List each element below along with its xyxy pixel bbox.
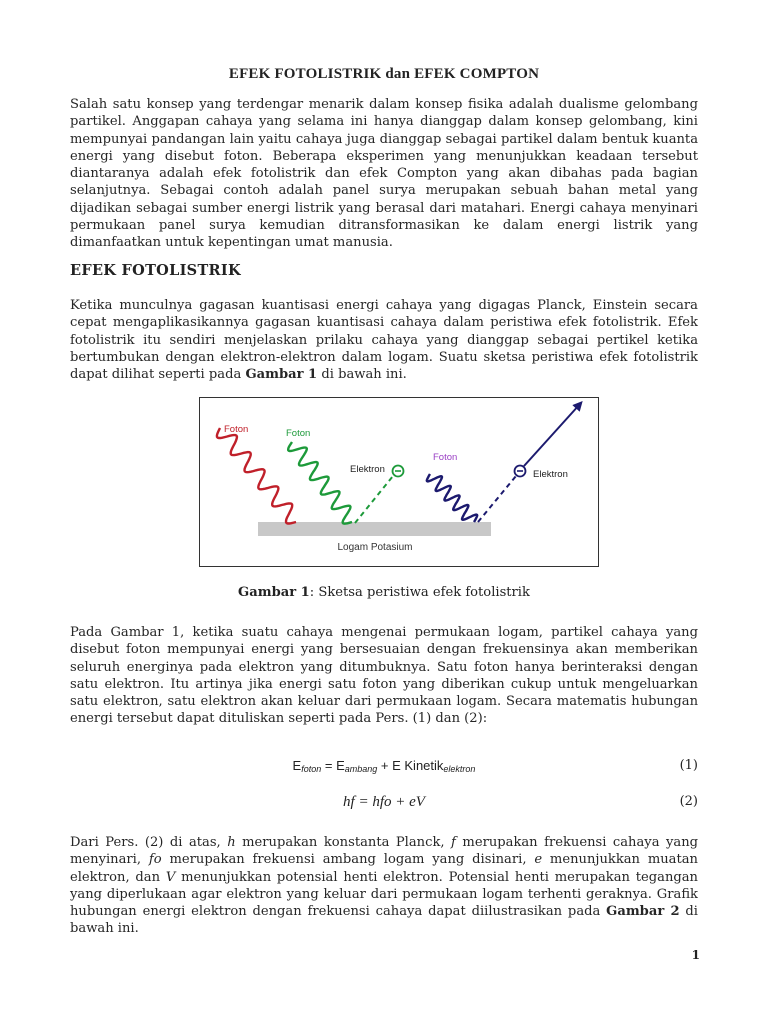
- variables-paragraph: Dari Pers. (2) di atas, h merupakan konstanta Planck, f merupakan frekuensi cahaya yang menyinari, fo merupakan frekuensi ambang logam yang disinari, e menunjukkan muatan elektron, dan V menunjukkan potensial henti elektron. Potensial henti merupakan tegangan yang diperlukaan agar elektron yang keluar dari permukaan logam terhenti geraknya. Grafik hubungan energi elektron dengan frekuensi cahaya dapat diilustrasikan pada Gambar 2 di bawah ini.: [70, 835, 699, 937]
- explanation-paragraph: Pada Gambar 1, ketika suatu cahaya mengenai permukaan logam, partikel cahaya yang disebut foton mempunyai energi yang bersesuaian dengan frekuensinya akan memberikan seluruh energinya pada elektron yang ditumbuknya. Satu foton hanya berinteraksi dengan satu elektron. Itu artinya jika energi satu foton yang diberikan cukup untuk mengeluarkan satu elektron, satu elektron akan keluar dari permukaan logam. Secara matematis hubungan energi tersebut dapat dituliskan seperti pada Pers. (1) dan (2):: [70, 625, 698, 727]
- caption-text: : Sketsa peristiwa efek fotolistrik: [309, 585, 530, 600]
- equation-1-expression: $E_{foton} = E_{ambang} + E$ Kinetik$_{elektron}$: [292, 758, 476, 774]
- paragraph-text-end: di bawah ini.: [321, 367, 407, 383]
- caption-label: Gambar 1: [238, 585, 310, 600]
- green-electron-path: [355, 476, 393, 523]
- elektron-label-1: Elektron: [350, 464, 385, 475]
- figure-caption: [70, 585, 698, 600]
- document-title: EFEK FOTOLISTRIK dan EFEK COMPTON: [228, 66, 540, 82]
- red-photon-wave: [217, 428, 296, 524]
- intro-paragraph: Salah satu konsep yang terdengar menarik dalam konsep fisika adalah dualisme gelombang partikel. Anggapan cahaya yang selama ini hanya dianggap dalam konsep gelombang, kini mempunyai pandangan lain yaitu cahaya juga dianggap sebagai partikel dalam bentuk kuanta energi yang disebut foton. Beberapa eksperimen yang menunjukkan keadaan tersebut diantaranya adalah efek fotolistrik dan efek Compton yang akan dibahas pada bagian selanjutnya. Sebagai contoh adalah panel surya merupakan sebuah bahan metal yang dijadikan sebagai sumber energi listrik yang berasal dari matahari. Energi cahaya menyinari permukaan panel surya kemudian ditransformasikan ke dalam energi listrik yang dimanfaatkan untuk kepentingan umat manusia.: [70, 97, 698, 251]
- electron-navy: [515, 466, 526, 477]
- equation-1: [70, 758, 698, 778]
- figure-photoelectric-sketch: [199, 397, 599, 567]
- page-number: 1: [691, 948, 700, 962]
- figure-svg: [200, 398, 598, 566]
- electron-green: [393, 466, 404, 477]
- section-heading: EFEK FOTOLISTRIK: [70, 262, 241, 279]
- navy-photon-wave: [427, 474, 477, 522]
- equation-2-expression: hf = hfo + eV: [343, 794, 425, 810]
- paragraph-text: Ketika munculnya gagasan kuantisasi energi cahaya yang digagas Planck, Einstein secara cepat mengaplikasikannya gagasan kuantisasi cahaya dalam peristiwa efek fotolistrik. Efek fotolistrik itu sendiri menjelaskan prilaku cahaya yang dianggap sebagai pertikel ketika bertumbukan dengan elektron-elektron dalam logam. Suatu sketsa peristiwa efek fotolistrik dapat dilihat seperti pada: [70, 298, 698, 383]
- green-photon-wave: [288, 442, 352, 524]
- plate-label: Logam Potasium: [337, 542, 413, 553]
- equation-2-number: (2): [679, 794, 698, 809]
- figure-2-reference: Gambar 2: [606, 904, 680, 920]
- foton-label-purple: Foton: [433, 452, 458, 463]
- equation-1-number: (1): [679, 758, 698, 773]
- equation-2: [70, 794, 698, 814]
- foton-label-green: Foton: [286, 428, 311, 439]
- figure-reference: Gambar 1: [245, 367, 318, 383]
- navy-electron-path: [478, 476, 516, 522]
- elektron-label-2: Elektron: [533, 469, 568, 480]
- foton-label-red: Foton: [224, 424, 249, 435]
- electron-arrow: [524, 404, 580, 466]
- metal-plate: [258, 522, 491, 536]
- photoelectric-paragraph: [70, 297, 698, 383]
